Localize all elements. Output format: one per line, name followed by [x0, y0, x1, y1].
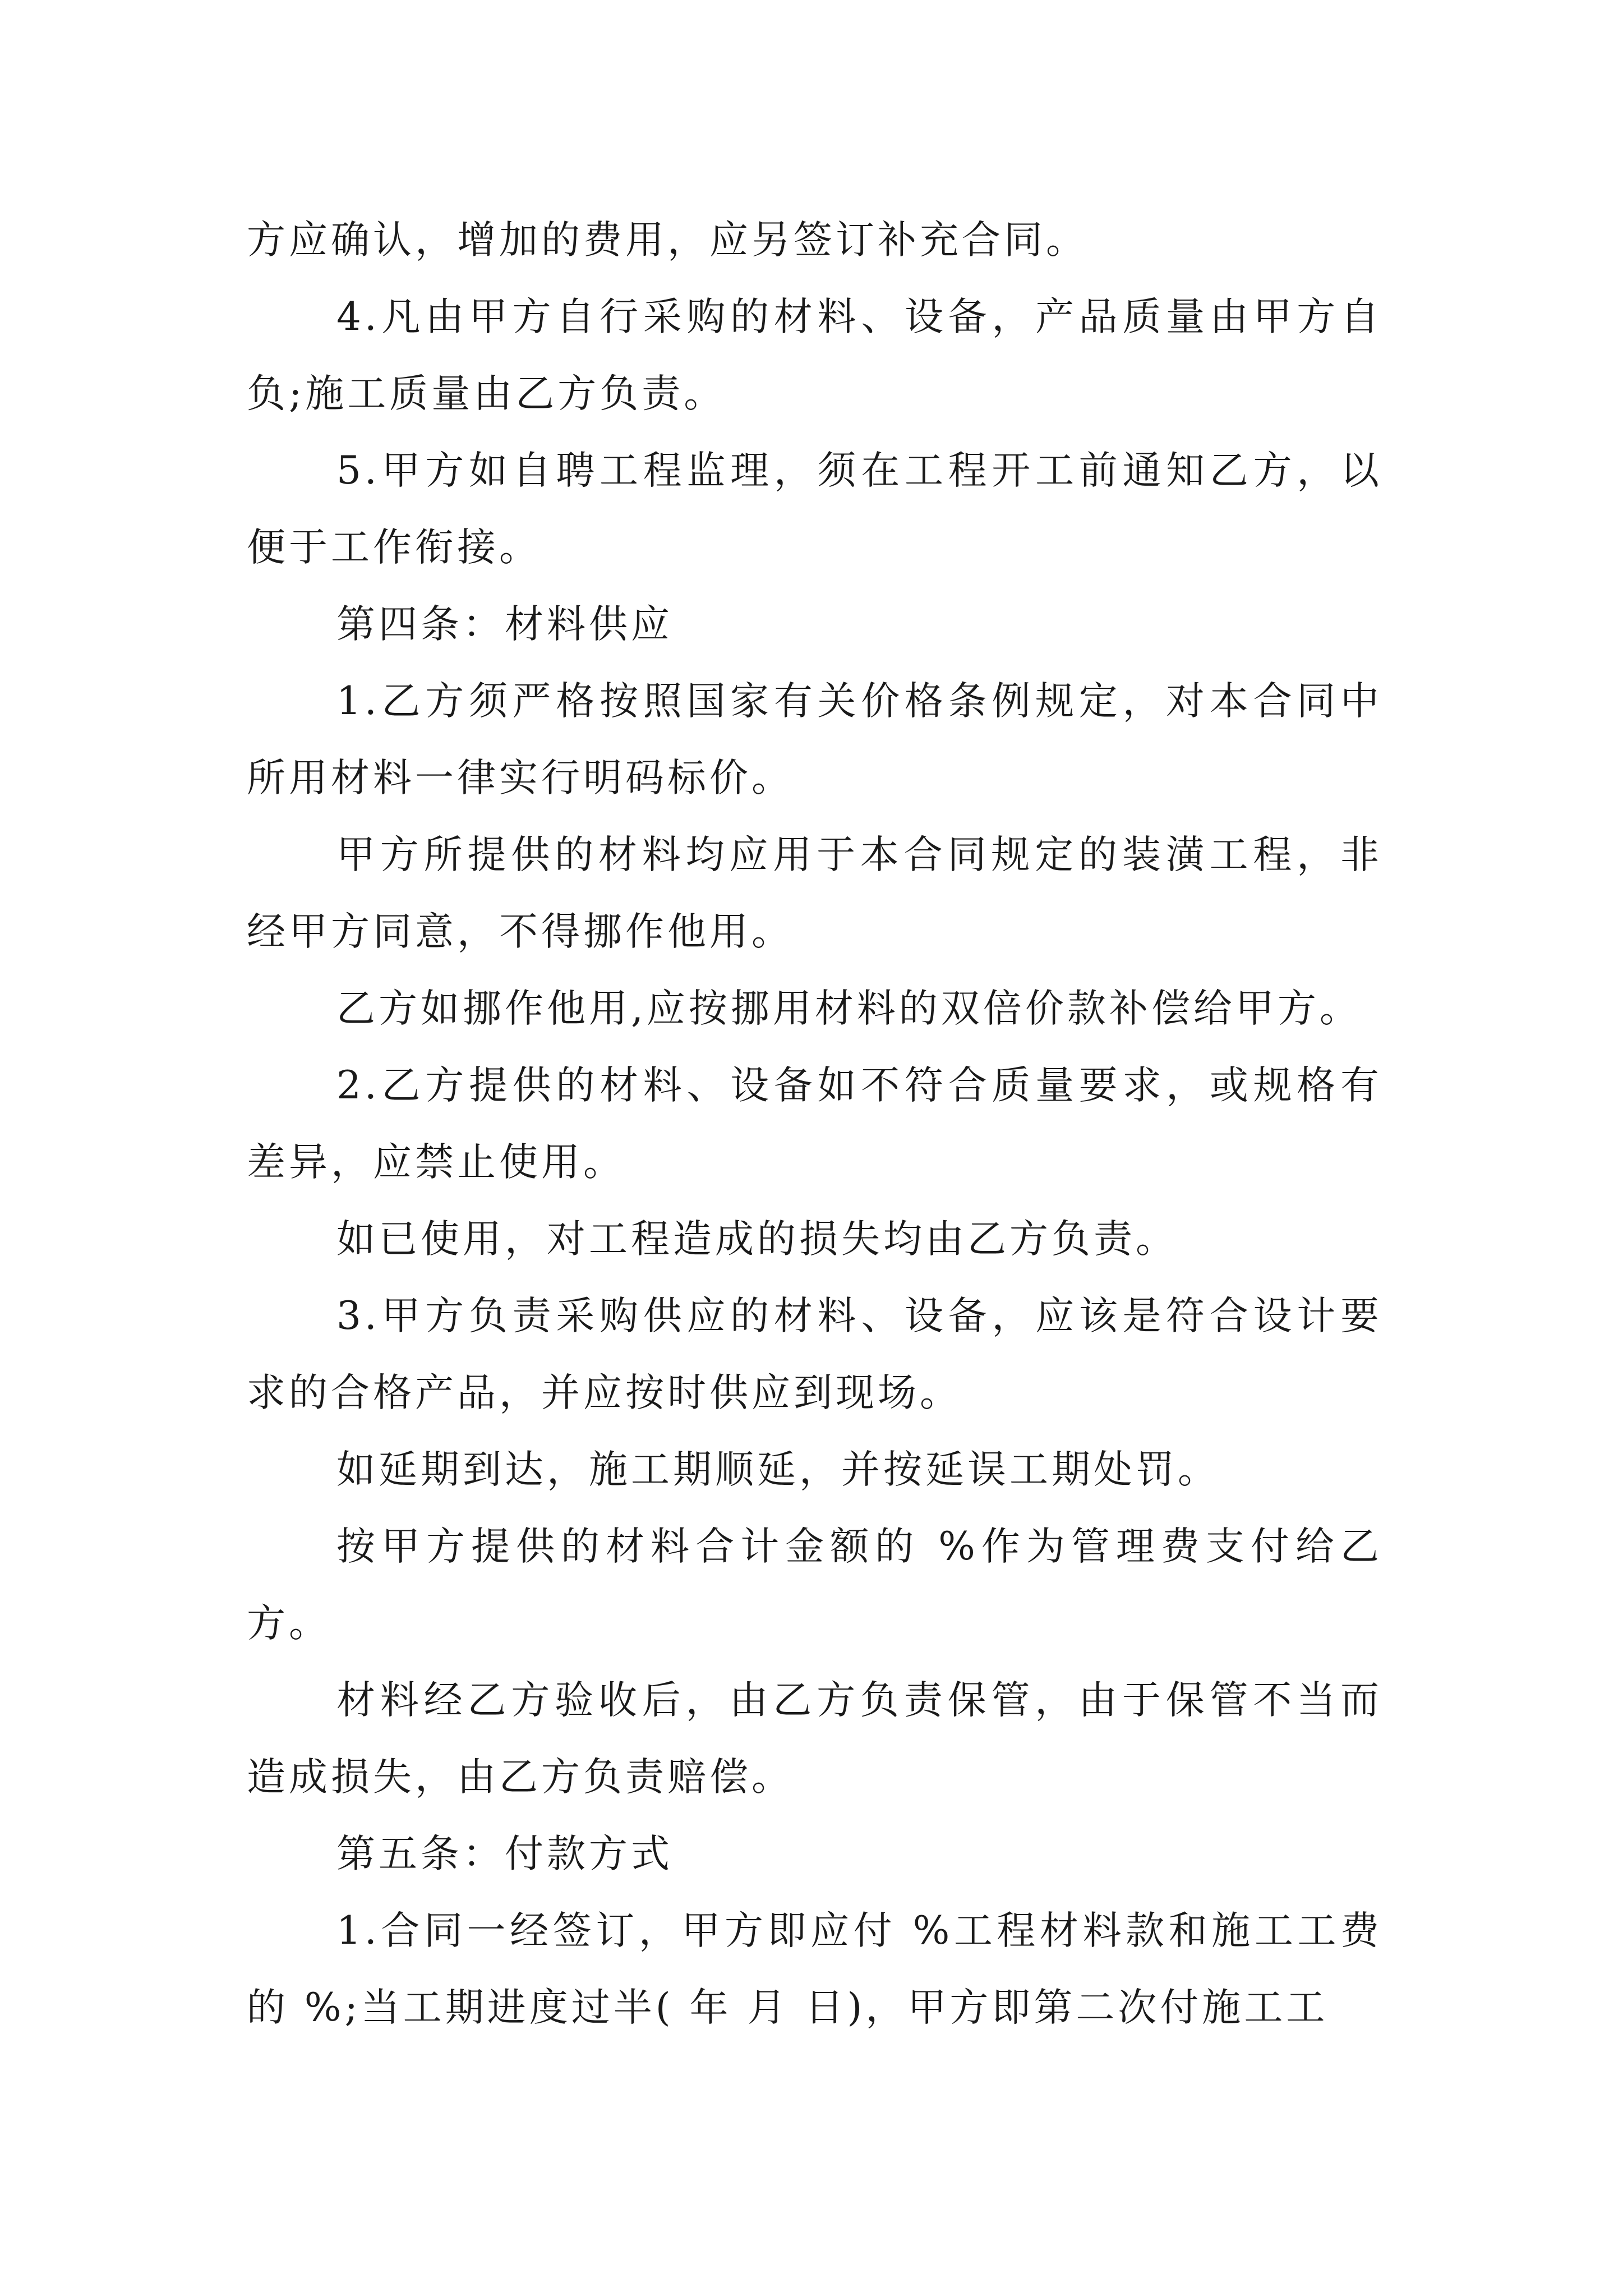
paragraph-delay: 如延期到达，施工期顺延，并按延误工期处罚。 [336, 1447, 1220, 1492]
paragraph-clause-3-4: 4.凡由甲方自行采购的材料、设备，产品质量由甲方自负;施工质量由乙方负责。 [247, 295, 1382, 416]
paragraph-clause-3-5: 5.甲方如自聘工程监理，须在工程开工前通知乙方，以便于工作衔接。 [247, 448, 1382, 570]
contract-text-body [247, 202, 1382, 2046]
paragraph-materials-usage: 甲方所提供的材料均应用于本合同规定的装潢工程，非经甲方同意，不得挪作他用。 [247, 832, 1382, 954]
section-heading-article-5: 第五条：付款方式 [336, 1832, 673, 1876]
paragraph-storage: 材料经乙方验收后，由乙方负责保管，由于保管不当而造成损失，由乙方负责赔偿。 [247, 1678, 1382, 1800]
paragraph-clause-4-2: 2.乙方提供的材料、设备如不符合质量要求，或规格有差异，应禁止使用。 [247, 1063, 1382, 1185]
paragraph-continuation: 方应确认，增加的费用，应另签订补充合同。 [247, 218, 1088, 263]
paragraph-clause-4-1: 1.乙方须严格按照国家有关价格条例规定，对本合同中所用材料一律实行明码标价。 [247, 679, 1382, 800]
paragraph-management-fee: 按甲方提供的材料合计金额的 %作为管理费支付给乙方。 [247, 1524, 1382, 1646]
paragraph-loss-responsibility: 如已使用，对工程造成的损失均由乙方负责。 [336, 1217, 1178, 1262]
paragraph-clause-4-3: 3.甲方负责采购供应的材料、设备，应该是符合设计要求的合格产品，并应按时供应到现场。 [247, 1294, 1382, 1415]
section-heading-article-4: 第四条：材料供应 [336, 602, 673, 647]
paragraph-clause-5-1: 1.合同一经签订，甲方即应付 %工程材料款和施工工费的 %;当工期进度过半( 年 月 日)，甲方即第二次付施工工 [247, 1908, 1382, 2030]
paragraph-misuse-compensation: 乙方如挪作他用,应按挪用材料的双倍价款补偿给甲方。 [336, 986, 1362, 1031]
